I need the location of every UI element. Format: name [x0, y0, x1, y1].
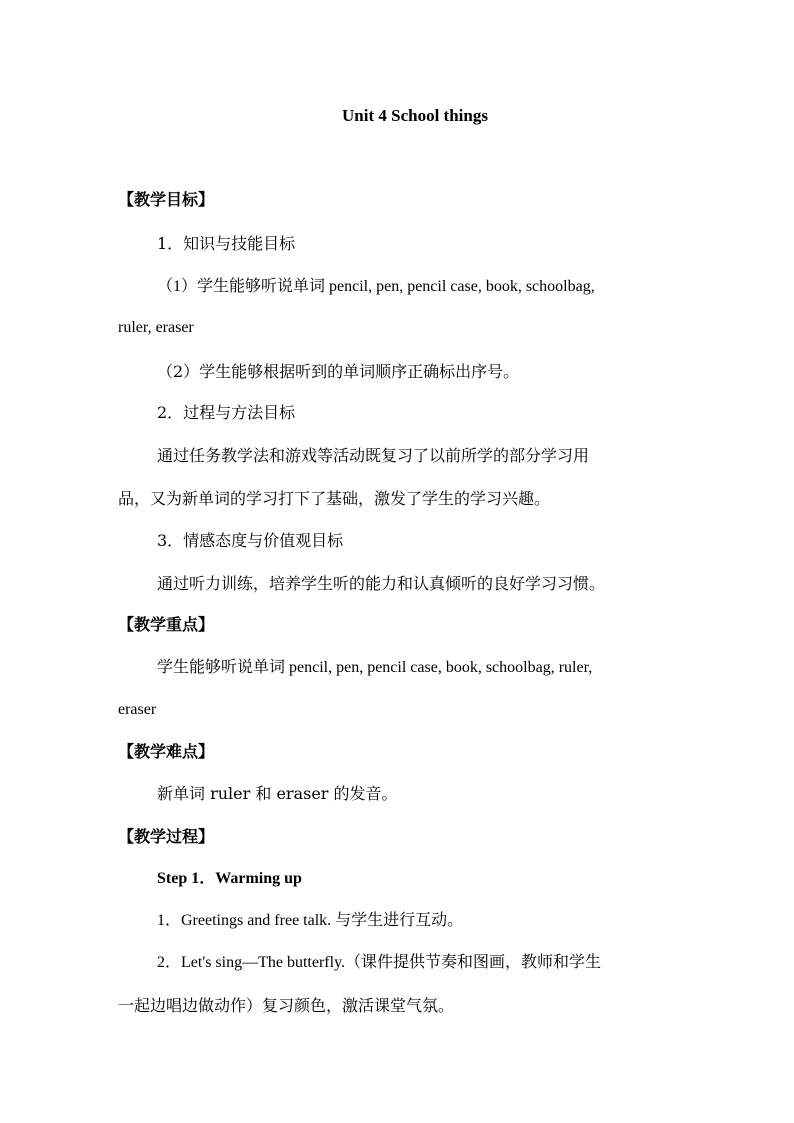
- difficulties-heading: 【教学难点】: [118, 742, 215, 761]
- key-points-text-line1: 学生能够听说单词 pencil, pen, pencil case, book, schoolbag, ruler,: [157, 659, 593, 676]
- key-points-heading: 【教学重点】: [118, 615, 215, 634]
- objective-emotion-text: 通过听力训练，培养学生听的能力和认真倾听的良好学习习惯。: [157, 574, 606, 593]
- objective-knowledge-sub2: （2）学生能够根据听到的单词顺序正确标出序号。: [157, 362, 520, 381]
- objective-process-text-line2: 品，又为新单词的学习打下了基础，激发了学生的学习兴趣。: [118, 489, 551, 508]
- objective-emotion-values: 3．情感态度与价值观目标: [157, 531, 344, 550]
- objective-process-text-line1: 通过任务教学法和游戏等活动既复习了以前所学的部分学习用: [157, 446, 590, 465]
- process-step1-title: Step 1．Warming up: [157, 870, 302, 887]
- process-step1-item1: 1．Greetings and free talk. 与学生进行互动。: [157, 912, 464, 929]
- process-heading: 【教学过程】: [118, 827, 215, 846]
- process-step1-item2-line1: 2．Let's sing—The butterfly.（课件提供节奏和图画，教师和学生: [157, 954, 602, 971]
- objective-process-method: 2．过程与方法目标: [157, 403, 296, 422]
- objective-knowledge-skills: 1．知识与技能目标: [157, 234, 296, 253]
- difficulties-text: 新单词 ruler 和 eraser 的发音。: [157, 784, 398, 803]
- objectives-heading: 【教学目标】: [118, 190, 215, 209]
- process-step1-item2-line2: 一起边唱边做动作）复习颜色，激活课堂气氛。: [118, 996, 455, 1015]
- objective-knowledge-sub1-line2: ruler, eraser: [118, 319, 194, 336]
- objective-knowledge-sub1-line1: （1）学生能够听说单词 pencil, pen, pencil case, book, schoolbag,: [157, 278, 595, 295]
- document-title: Unit 4 School things: [342, 106, 488, 125]
- key-points-text-line2: eraser: [118, 701, 157, 718]
